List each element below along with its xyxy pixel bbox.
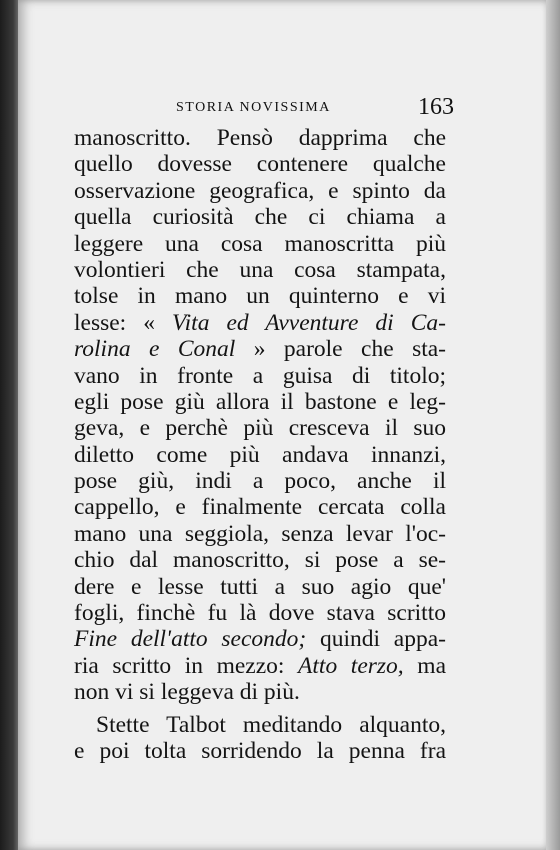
text-line: geva, e perchè più cresceva il suo: [74, 415, 446, 442]
text-line: quello dovesse contenere qualche: [74, 151, 446, 178]
text-line: vano in fronte a guisa di titolo;: [74, 362, 446, 389]
text-line: egli pose giù allora il bastone e leg-: [74, 388, 446, 415]
text-line: Stette Talbot meditando alquanto,: [96, 711, 446, 738]
text-italic: Vita ed Avventure di Ca-: [172, 309, 446, 336]
text-line: volontieri che una cosa stampata,: [74, 256, 446, 283]
text-line: [74, 336, 446, 362]
text-line: [74, 653, 446, 679]
text-line: manoscritto. Pensò dapprima che: [74, 125, 446, 151]
text-line: diletto come più andava innanzi,: [74, 441, 446, 468]
page-edge: [546, 0, 560, 850]
text-line: chio dal manoscritto, si pose a se-: [74, 547, 446, 574]
text-line: non vi si leggeva di più.: [74, 679, 300, 706]
text-line: fogli, finchè fu là dove stava scritto: [74, 600, 446, 627]
text-italic: Fine dell'atto secondo;: [74, 626, 307, 653]
text-line: dere e lesse tutti a suo agio que': [74, 573, 446, 600]
text-line: [74, 626, 446, 652]
text-roman: » parole che sta-: [235, 336, 446, 363]
text-line: tolse in mano un quinterno e vi: [74, 283, 446, 310]
page-number: 163: [418, 94, 454, 120]
text-roman: lesse: «: [74, 309, 173, 336]
text-line: leggere una cosa manoscritta più: [74, 230, 446, 257]
text-italic: rolina e Conal: [74, 336, 236, 363]
text-roman: quindi appa-: [306, 626, 446, 653]
text-line: osservazione geografica, e spinto da: [74, 177, 446, 204]
running-title: STORIA NOVISSIMA: [176, 100, 331, 115]
text-line: cappello, e finalmente cercata colla: [74, 494, 446, 521]
text-roman: ma: [403, 652, 446, 679]
text-line: e poi tolta sorridendo la penna fra: [74, 737, 446, 764]
text-line: [74, 310, 446, 336]
text-roman: ria scritto in mezzo:: [74, 652, 299, 679]
text-line: pose giù, indi a poco, anche il: [74, 468, 446, 495]
text-line: mano una seggiola, senza levar l'oc-: [74, 520, 446, 547]
text-line: quella curiosità che ci chiama a: [74, 204, 446, 231]
running-head: [158, 96, 458, 122]
body-text: [74, 125, 446, 764]
text-italic: Atto terzo,: [298, 652, 404, 679]
